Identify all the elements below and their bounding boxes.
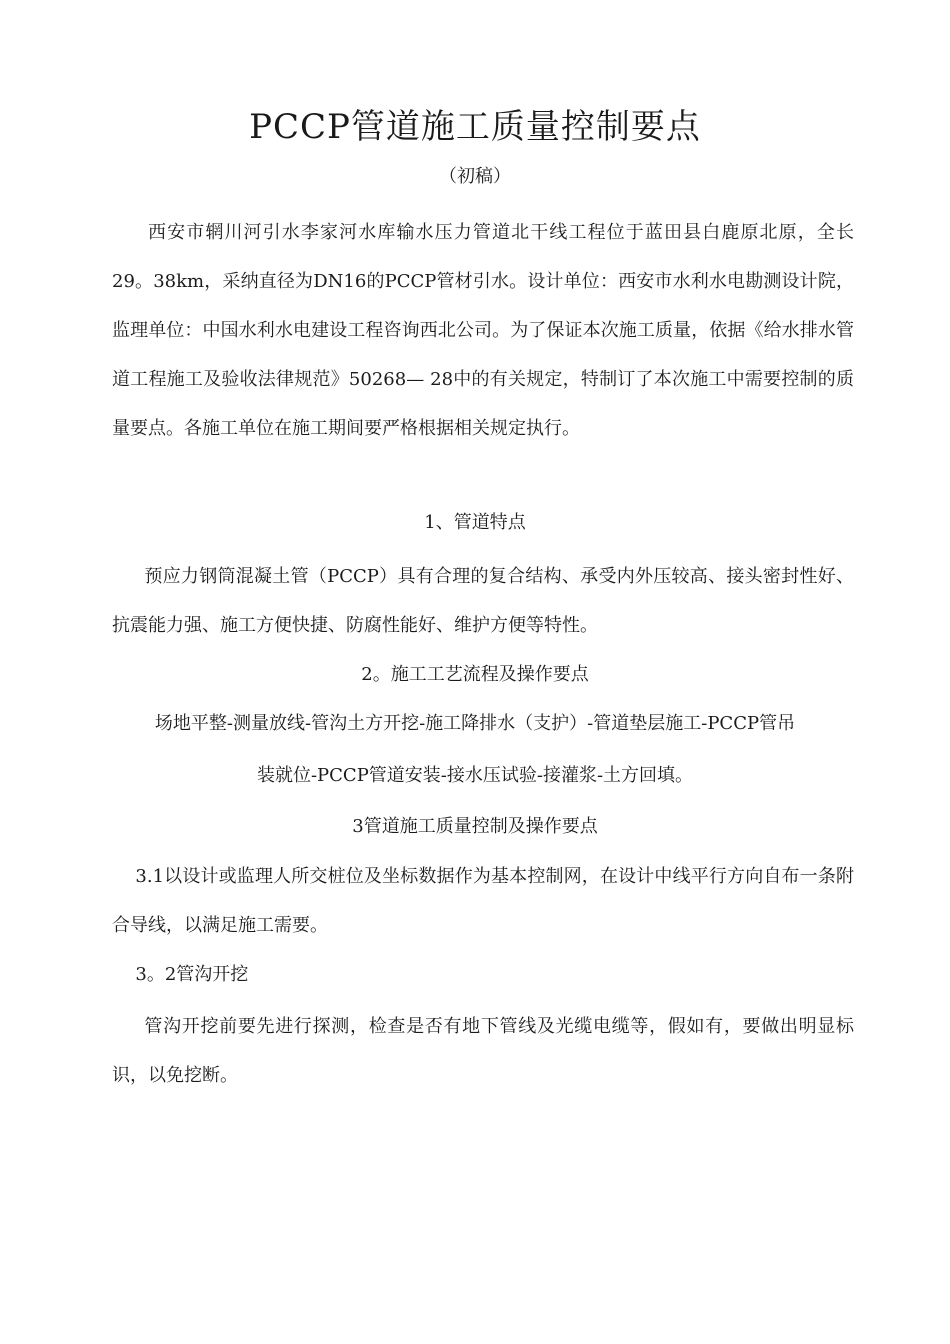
process-flow-line-1: 场地平整-测量放线-管沟土方开挖-施工降排水（支护）-管道垫层施工-PCCP管吊 — [154, 713, 796, 734]
document-title: PCCP管道施工质量控制要点 — [249, 107, 701, 147]
process-flow-line-2: 装就位-PCCP管道安装-接水压试验-接灌浆-土方回填。 — [256, 765, 694, 786]
section3-item2-paragraph: 管沟开挖前要先进行探测，检查是否有地下管线及光缆电缆等，假如有，要做出明显标识，以免挖断。 — [112, 1016, 854, 1086]
section3-heading: 3管道施工质量控制及操作要点 — [352, 816, 598, 837]
section3-item1-paragraph: 3.1以设计或监理人所交桩位及坐标数据作为基本控制网，在设计中线平行方向自布一条附合导线，以满足施工需要。 — [112, 866, 854, 936]
section2-heading: 2。施工工艺流程及操作要点 — [361, 664, 589, 685]
section1-paragraph: 预应力钢筒混凝土管（PCCP）具有合理的复合结构、承受内外压较高、接头密封性好、抗震能力强、施工方便快捷、防腐性能好、维护方便等特性。 — [112, 566, 854, 636]
document-subtitle: （初稿） — [439, 166, 511, 187]
intro-paragraph: 西安市辋川河引水李家河水库输水压力管道北干线工程位于蓝田县白鹿原北原，全长29。38km，采纳直径为DN16的PCCP管材引水。设计单位：西安市水利水电勘测设计院，监理单位：中国水利水电建设工程咨询西北公司。为了保证本次施工质量，依据《给水排水管道工程施工及验收法律规范》50268— 28中的有关规定，特制订了本次施工中需要控制的质量要点。各施工单位在施工期间要严格根据相关规定执行。 — [112, 222, 854, 439]
section1-heading: 1、管道特点 — [424, 512, 526, 533]
section3-item2-heading: 3。2管沟开挖 — [135, 964, 249, 985]
